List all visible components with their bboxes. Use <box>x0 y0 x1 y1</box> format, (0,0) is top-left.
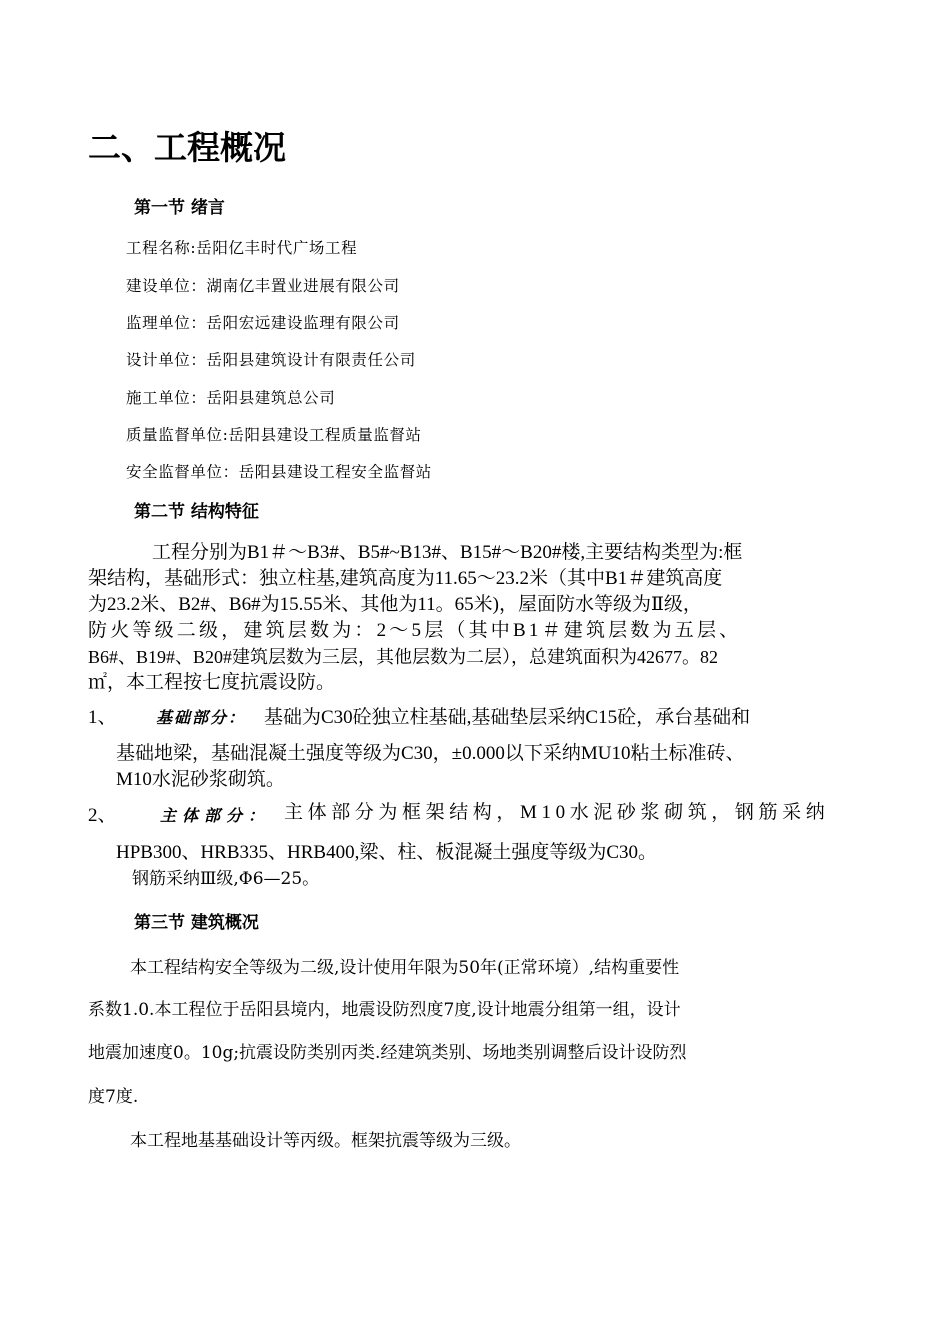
structure-paragraph-line: ㎡，本工程按七度抗震设防。 <box>88 672 336 693</box>
info-safety-supervision: 安全监督单位：岳阳县建设工程安全监督站 <box>126 463 432 481</box>
building-paragraph-2: 本工程地基基础设计等丙级。框架抗震等级为三级。 <box>130 1131 521 1151</box>
building-paragraph-line: 地震加速度0。10g;抗震设防类别丙类.经建筑类别、场地类别调整后设计设防烈 <box>88 1043 687 1063</box>
item1-text-line: 基础地梁，基础混凝土强度等级为C30，±0.000以下采纳MU10粘土标准砖、 <box>116 743 745 764</box>
structure-paragraph-line: 架结构，基础形式：独立柱基,建筑高度为11.65～23.2米（其中B1＃建筑高度 <box>88 568 723 589</box>
info-project-name: 工程名称:岳阳亿丰时代广场工程 <box>126 239 358 257</box>
item2-text-line: 钢筋采纳Ⅲ级,Φ6—25。 <box>132 869 320 889</box>
structure-paragraph-line: 为23.2米、B2#、B6#为15.55米、其他为11。65米)，屋面防水等级为Ⅱ级， <box>88 594 702 615</box>
item1-text-line: M10水泥砂浆砌筑。 <box>116 769 285 790</box>
item1-label-text: 基础部分： <box>156 708 247 727</box>
info-owner: 建设单位：湖南亿丰置业进展有限公司 <box>126 277 400 295</box>
item2-text-line: 主体部分为框架结构，M10水泥砂浆砌筑，钢筋采纳 <box>284 802 830 823</box>
structure-paragraph-line: 工程分别为B1＃～B3#、B5#~B13#、B15#～B20#楼,主要结构类型为:框 <box>152 542 743 563</box>
info-contractor: 施工单位：岳阳县建筑总公司 <box>126 389 336 407</box>
building-paragraph-line: 本工程结构安全等级为二级,设计使用年限为50年(正常环境）,结构重要性 <box>130 958 680 978</box>
item1-text-line: 基础为C30砼独立柱基础,基础垫层采纳C15砼，承台基础和 <box>264 707 751 728</box>
section3-heading: 第三节 建筑概况 <box>134 913 259 933</box>
building-paragraph-line: 度7度. <box>88 1087 139 1107</box>
item2-text-line: HPB300、HRB335、HRB400,梁、柱、板混凝土强度等级为C30。 <box>116 842 658 863</box>
building-paragraph-line: 系数1.0.本工程位于岳阳县境内，地震设防烈度7度,设计地震分组第一组，设计 <box>88 1000 681 1020</box>
item1-label <box>156 705 246 731</box>
item2-number: 2、 <box>88 805 117 826</box>
chapter-title: 二、工程概况 <box>88 128 286 167</box>
info-quality-supervision: 质量监督单位:岳阳县建设工程质量监督站 <box>126 426 422 444</box>
structure-paragraph-line: B6#、B19#、B20#建筑层数为三层，其他层数为二层），总建筑面积为42677。82 <box>88 647 719 667</box>
section2-heading: 第二节 结构特征 <box>134 502 259 522</box>
section1-heading: 第一节 绪言 <box>134 198 225 218</box>
item1-number: 1、 <box>88 707 117 728</box>
info-supervisor: 监理单位：岳阳宏远建设监理有限公司 <box>126 314 400 332</box>
structure-paragraph-line: 防火等级二级，建筑层数为：2～5层（其中B1＃建筑层数为五层、 <box>88 620 742 641</box>
item2-label <box>160 803 270 829</box>
item2-label-text: 主体部分： <box>160 806 271 825</box>
info-designer: 设计单位：岳阳县建筑设计有限责任公司 <box>126 351 416 369</box>
